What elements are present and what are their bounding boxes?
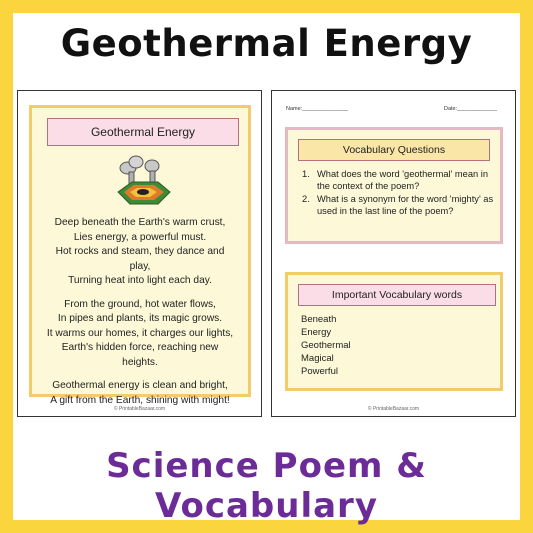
- vocab-word: Powerful: [301, 366, 338, 377]
- vocab-word: Geothermal: [301, 340, 351, 351]
- question-number: 2.: [302, 194, 310, 204]
- questions-list: [302, 168, 498, 218]
- geothermal-icon: [114, 154, 172, 210]
- page-title: Geothermal Energy: [60, 22, 473, 65]
- poem-line: play,: [129, 260, 151, 272]
- vocab-word: Beneath: [301, 314, 337, 325]
- important-words-panel: [285, 272, 503, 391]
- vocabulary-worksheet: [271, 90, 516, 417]
- poem-line: In pipes and plants, its magic grows.: [57, 313, 223, 324]
- poem-title: Geothermal Energy: [47, 118, 239, 146]
- poem-stanza: [38, 298, 242, 371]
- poem-line: heights.: [122, 356, 158, 368]
- poem-line: Deep beneath the Earth's warm crust,: [54, 217, 226, 228]
- poem-worksheet: [17, 90, 262, 417]
- poem-line: From the ground, hot water flows,: [64, 298, 216, 310]
- vocabulary-questions-panel: [285, 127, 503, 244]
- copyright-footer: © PrintableBazaar.com: [367, 406, 420, 412]
- poem-line: Turning heat into light each day.: [68, 275, 212, 286]
- question-number: 1.: [302, 169, 310, 179]
- poem-stanza: [38, 379, 242, 408]
- poem-line: Lies energy, a powerful must.: [73, 231, 207, 243]
- poem-body: [38, 216, 242, 417]
- question-item: [302, 168, 498, 192]
- question-text: What is a synonym for the word 'mighty' as used in the last line of the poem?: [317, 194, 494, 216]
- words-list: [301, 313, 351, 378]
- page-subtitle: Science Poem & Vocabulary: [106, 446, 427, 526]
- poem-line: Hot rocks and steam, they dance and: [55, 246, 225, 257]
- vocab-word: Magical: [301, 353, 334, 364]
- words-title: Important Vocabulary words: [298, 284, 496, 306]
- copyright-footer: © PrintableBazaar.com: [113, 406, 166, 412]
- poem-line: A gift from the Earth, shining with might!: [50, 394, 230, 406]
- date-field: Date:_____________: [444, 106, 497, 112]
- poem-line: It warms our homes, it charges our lights,: [46, 327, 234, 339]
- vocab-word: Energy: [301, 327, 332, 338]
- poem-stanza: [38, 216, 242, 289]
- question-item: [302, 193, 498, 217]
- questions-title: Vocabulary Questions: [298, 139, 490, 161]
- question-text: What does the word 'geothermal' mean in the context of the poem?: [317, 169, 488, 191]
- poem-line: Earth's hidden force, reaching new: [61, 342, 219, 353]
- poem-panel: [29, 105, 251, 406]
- poem-line: Geothermal energy is clean and bright,: [52, 380, 228, 391]
- name-field: Name:_______________: [286, 106, 349, 112]
